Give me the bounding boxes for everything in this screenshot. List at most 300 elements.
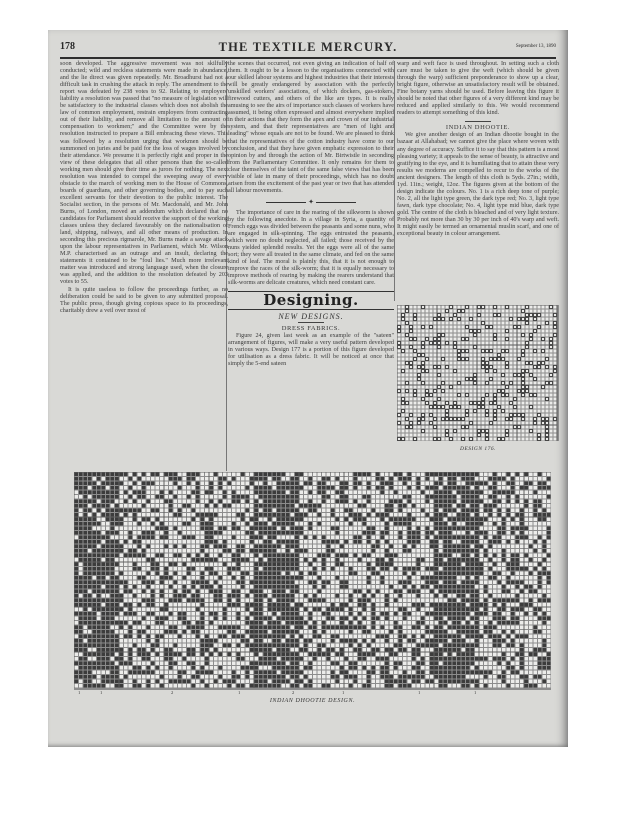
grid-cell xyxy=(538,603,542,607)
grid-cell xyxy=(514,334,517,337)
grid-cell xyxy=(138,527,142,531)
grid-cell xyxy=(514,434,517,437)
grid-cell xyxy=(522,418,525,421)
grid-cell xyxy=(489,545,493,549)
grid-cell xyxy=(336,477,340,481)
grid-cell xyxy=(412,509,416,513)
grid-cell xyxy=(106,527,110,531)
grid-cell xyxy=(471,486,475,490)
grid-cell xyxy=(210,581,214,585)
grid-cell xyxy=(201,617,205,621)
grid-cell xyxy=(466,338,469,341)
grid-cell xyxy=(525,509,529,513)
grid-cell xyxy=(385,563,389,567)
grid-cell xyxy=(525,576,529,580)
grid-cell xyxy=(525,617,529,621)
grid-cell xyxy=(490,330,493,333)
grid-cell xyxy=(454,430,457,433)
grid-cell xyxy=(484,504,488,508)
grid-cell xyxy=(414,386,417,389)
grid-cell xyxy=(435,621,439,625)
grid-cell xyxy=(88,522,92,526)
grid-cell xyxy=(259,473,263,477)
grid-cell xyxy=(538,398,541,401)
grid-cell xyxy=(223,500,227,504)
grid-cell xyxy=(498,617,502,621)
grid-cell xyxy=(75,518,79,522)
grid-cell xyxy=(466,394,469,397)
grid-cell xyxy=(228,567,232,571)
grid-cell xyxy=(490,306,493,309)
grid-cell xyxy=(498,322,501,325)
grid-cell xyxy=(430,594,434,598)
grid-cell xyxy=(446,426,449,429)
grid-cell xyxy=(498,366,501,369)
grid-cell xyxy=(246,567,250,571)
grid-cell xyxy=(322,518,326,522)
grid-cell xyxy=(309,590,313,594)
grid-cell xyxy=(412,531,416,535)
grid-cell xyxy=(192,518,196,522)
grid-cell xyxy=(426,402,429,405)
grid-cell xyxy=(426,603,430,607)
grid-cell xyxy=(442,310,445,313)
grid-cell xyxy=(295,558,299,562)
grid-cell xyxy=(331,504,335,508)
grid-cell xyxy=(304,554,308,558)
grid-cell xyxy=(214,527,218,531)
grid-cell xyxy=(219,572,223,576)
grid-cell xyxy=(484,500,488,504)
grid-cell xyxy=(398,330,401,333)
grid-cell xyxy=(542,434,545,437)
grid-cell xyxy=(115,554,119,558)
grid-cell xyxy=(462,390,465,393)
grid-cell xyxy=(102,549,106,553)
grid-cell xyxy=(385,486,389,490)
grid-cell xyxy=(408,567,412,571)
grid-cell xyxy=(336,518,340,522)
grid-cell xyxy=(309,576,313,580)
grid-cell xyxy=(165,594,169,598)
grid-cell xyxy=(174,581,178,585)
grid-cell xyxy=(542,322,545,325)
grid-cell xyxy=(538,518,542,522)
grid-cell xyxy=(466,426,469,429)
grid-cell xyxy=(466,603,470,607)
grid-cell xyxy=(502,509,506,513)
grid-cell xyxy=(192,531,196,535)
grid-cell xyxy=(417,536,421,540)
grid-cell xyxy=(408,608,412,612)
grid-cell xyxy=(340,563,344,567)
grid-cell xyxy=(410,314,413,317)
grid-cell xyxy=(511,509,515,513)
grid-cell xyxy=(408,581,412,585)
grid-cell xyxy=(421,581,425,585)
grid-cell xyxy=(462,398,465,401)
grid-cell xyxy=(376,621,380,625)
grid-cell xyxy=(462,608,466,612)
grid-cell xyxy=(538,306,541,309)
grid-cell xyxy=(232,486,236,490)
grid-cell xyxy=(300,612,304,616)
grid-cell xyxy=(530,430,533,433)
grid-cell xyxy=(318,608,322,612)
grid-cell xyxy=(453,540,457,544)
grid-cell xyxy=(422,406,425,409)
grid-cell xyxy=(210,617,214,621)
grid-cell xyxy=(444,603,448,607)
grid-cell xyxy=(196,518,200,522)
grid-cell xyxy=(295,531,299,535)
grid-cell xyxy=(205,621,209,625)
grid-cell xyxy=(506,354,509,357)
grid-cell xyxy=(237,473,241,477)
grid-cell xyxy=(363,482,367,486)
grid-cell xyxy=(410,402,413,405)
grid-cell xyxy=(84,500,88,504)
grid-cell xyxy=(174,599,178,603)
grid-cell xyxy=(151,473,155,477)
grid-cell xyxy=(518,374,521,377)
grid-cell xyxy=(474,418,477,421)
grid-cell xyxy=(554,326,557,329)
grid-cell xyxy=(506,378,509,381)
grid-cell xyxy=(516,527,520,531)
grid-cell xyxy=(165,527,169,531)
grid-cell xyxy=(525,572,529,576)
grid-cell xyxy=(506,322,509,325)
grid-cell xyxy=(88,486,92,490)
grid-cell xyxy=(115,549,119,553)
grid-cell xyxy=(457,500,461,504)
grid-cell xyxy=(538,326,541,329)
grid-cell xyxy=(210,572,214,576)
grid-cell xyxy=(422,346,425,349)
grid-cell xyxy=(543,590,547,594)
grid-cell xyxy=(554,438,557,441)
grid-cell xyxy=(399,585,403,589)
grid-cell xyxy=(486,310,489,313)
grid-cell xyxy=(129,599,133,603)
grid-cell xyxy=(434,374,437,377)
grid-cell xyxy=(542,330,545,333)
grid-cell xyxy=(511,473,515,477)
grid-cell xyxy=(340,594,344,598)
grid-cell xyxy=(522,358,525,361)
grid-cell xyxy=(510,378,513,381)
grid-cell xyxy=(331,617,335,621)
grid-cell xyxy=(406,354,409,357)
grid-cell xyxy=(381,581,385,585)
grid-cell xyxy=(151,608,155,612)
grid-cell xyxy=(241,513,245,517)
grid-cell xyxy=(205,572,209,576)
grid-cell xyxy=(111,513,115,517)
grid-cell xyxy=(554,406,557,409)
grid-cell xyxy=(442,438,445,441)
grid-cell xyxy=(214,545,218,549)
grid-cell xyxy=(538,358,541,361)
grid-cell xyxy=(471,491,475,495)
grid-cell xyxy=(259,531,263,535)
grid-cell xyxy=(147,509,151,513)
grid-cell xyxy=(291,491,295,495)
grid-cell xyxy=(546,382,549,385)
grid-cell xyxy=(241,500,245,504)
grid-cell xyxy=(489,563,493,567)
grid-cell xyxy=(196,554,200,558)
grid-cell xyxy=(402,382,405,385)
grid-cell xyxy=(156,522,160,526)
grid-cell xyxy=(219,482,223,486)
grid-cell xyxy=(482,338,485,341)
grid-cell xyxy=(514,306,517,309)
grid-cell xyxy=(354,585,358,589)
grid-cell xyxy=(79,491,83,495)
grid-cell xyxy=(442,434,445,437)
grid-cell xyxy=(367,477,371,481)
grid-cell xyxy=(493,477,497,481)
grid-cell xyxy=(336,486,340,490)
grid-cell xyxy=(120,473,124,477)
grid-cell xyxy=(354,495,358,499)
grid-cell xyxy=(318,585,322,589)
grid-cell xyxy=(151,572,155,576)
grid-cell xyxy=(518,334,521,337)
grid-cell xyxy=(282,554,286,558)
grid-cell xyxy=(454,402,457,405)
grid-cell xyxy=(529,486,533,490)
grid-cell xyxy=(376,581,380,585)
grid-cell xyxy=(466,549,470,553)
grid-cell xyxy=(538,350,541,353)
grid-cell xyxy=(322,590,326,594)
grid-cell xyxy=(462,322,465,325)
subsection-title: NEW DESIGNS. xyxy=(278,311,344,321)
grid-cell xyxy=(358,603,362,607)
grid-cell xyxy=(493,495,497,499)
grid-cell xyxy=(151,513,155,517)
grid-cell xyxy=(349,527,353,531)
grid-cell xyxy=(430,581,434,585)
grid-cell xyxy=(277,576,281,580)
grid-cell xyxy=(543,599,547,603)
grid-cell xyxy=(232,540,236,544)
grid-cell xyxy=(300,527,304,531)
grid-cell xyxy=(448,594,452,598)
grid-cell xyxy=(475,554,479,558)
grid-cell xyxy=(367,558,371,562)
grid-cell xyxy=(336,495,340,499)
grid-cell xyxy=(550,382,553,385)
grid-cell xyxy=(426,322,429,325)
grid-cell xyxy=(516,536,520,540)
grid-cell xyxy=(439,563,443,567)
grid-cell xyxy=(511,617,515,621)
grid-cell xyxy=(394,558,398,562)
grid-cell xyxy=(453,576,457,580)
grid-cell xyxy=(277,473,281,477)
grid-cell xyxy=(327,594,331,598)
grid-cell xyxy=(390,540,394,544)
grid-cell xyxy=(84,527,88,531)
grid-cell xyxy=(430,330,433,333)
grid-cell xyxy=(345,608,349,612)
grid-cell xyxy=(518,342,521,345)
grid-cell xyxy=(438,418,441,421)
grid-cell xyxy=(151,545,155,549)
grid-cell xyxy=(286,612,290,616)
grid-cell xyxy=(506,418,509,421)
grid-cell xyxy=(422,418,425,421)
grid-cell xyxy=(490,334,493,337)
grid-cell xyxy=(543,522,547,526)
grid-cell xyxy=(102,518,106,522)
grid-cell xyxy=(462,576,466,580)
grid-cell xyxy=(187,513,191,517)
grid-cell xyxy=(358,491,362,495)
grid-cell xyxy=(547,608,551,612)
dress-paragraph: Figure 24, given last week as an example of the "sateen" arrangement of figures, will make a very useful pattern developed in various ways. Design 177 is a portion of this figure developed for utilisation as a dress fabric. It will be noticed at once that simply the 5-end sateen xyxy=(228,332,394,367)
grid-cell xyxy=(421,540,425,544)
grid-cell xyxy=(516,572,520,576)
grid-cell xyxy=(183,540,187,544)
grid-cell xyxy=(442,386,445,389)
grid-cell xyxy=(543,491,547,495)
grid-cell xyxy=(111,491,115,495)
grid-cell xyxy=(475,603,479,607)
grid-cell xyxy=(418,318,421,321)
grid-cell xyxy=(417,603,421,607)
grid-cell xyxy=(462,594,466,598)
grid-cell xyxy=(538,322,541,325)
grid-cell xyxy=(543,594,547,598)
grid-cell xyxy=(363,509,367,513)
grid-cell xyxy=(187,545,191,549)
grid-cell xyxy=(205,608,209,612)
grid-cell xyxy=(394,554,398,558)
grid-cell xyxy=(349,621,353,625)
grid-cell xyxy=(381,522,385,526)
grid-cell xyxy=(474,386,477,389)
grid-cell xyxy=(482,322,485,325)
grid-cell xyxy=(349,572,353,576)
grid-cell xyxy=(546,322,549,325)
grid-cell xyxy=(518,434,521,437)
grid-cell xyxy=(385,531,389,535)
grid-cell xyxy=(489,594,493,598)
grid-cell xyxy=(490,322,493,325)
grid-cell xyxy=(142,594,146,598)
grid-cell xyxy=(79,590,83,594)
grid-cell xyxy=(547,522,551,526)
grid-cell xyxy=(214,576,218,580)
grid-cell xyxy=(547,599,551,603)
grid-cell xyxy=(192,576,196,580)
grid-cell xyxy=(510,426,513,429)
grid-cell xyxy=(381,554,385,558)
grid-cell xyxy=(282,612,286,616)
grid-cell xyxy=(514,330,517,333)
grid-cell xyxy=(408,612,412,616)
grid-cell xyxy=(304,477,308,481)
grid-cell xyxy=(470,398,473,401)
grid-cell xyxy=(402,402,405,405)
grid-cell xyxy=(165,572,169,576)
grid-cell xyxy=(442,338,445,341)
grid-cell xyxy=(526,362,529,365)
grid-cell xyxy=(255,594,259,598)
grid-cell xyxy=(514,422,517,425)
grid-cell xyxy=(444,558,448,562)
grid-cell xyxy=(538,366,541,369)
grid-cell xyxy=(534,527,538,531)
grid-cell xyxy=(241,509,245,513)
grid-cell xyxy=(426,342,429,345)
grid-cell xyxy=(410,358,413,361)
grid-cell xyxy=(88,576,92,580)
grid-cell xyxy=(165,590,169,594)
grid-cell xyxy=(120,590,124,594)
grid-cell xyxy=(546,310,549,313)
grid-cell xyxy=(259,567,263,571)
grid-cell xyxy=(402,310,405,313)
grid-cell xyxy=(349,581,353,585)
grid-cell xyxy=(273,603,277,607)
grid-cell xyxy=(273,594,277,598)
grid-cell xyxy=(120,603,124,607)
grid-cell xyxy=(237,531,241,535)
grid-cell xyxy=(546,374,549,377)
grid-cell xyxy=(232,581,236,585)
grid-cell xyxy=(349,500,353,504)
grid-cell xyxy=(478,362,481,365)
grid-cell xyxy=(259,509,263,513)
grid-cell xyxy=(475,495,479,499)
grid-cell xyxy=(466,608,470,612)
grid-cell xyxy=(412,549,416,553)
grid-cell xyxy=(88,608,92,612)
grid-cell xyxy=(529,594,533,598)
grid-cell xyxy=(223,621,227,625)
grid-cell xyxy=(372,504,376,508)
grid-cell xyxy=(277,500,281,504)
grid-cell xyxy=(511,594,515,598)
grid-cell xyxy=(286,504,290,508)
grid-cell xyxy=(498,603,502,607)
grid-cell xyxy=(554,354,557,357)
grid-cell xyxy=(490,418,493,421)
grid-cell xyxy=(327,617,331,621)
grid-cell xyxy=(480,545,484,549)
grid-cell xyxy=(124,513,128,517)
grid-cell xyxy=(450,358,453,361)
grid-cell xyxy=(421,491,425,495)
grid-cell xyxy=(402,366,405,369)
grid-cell xyxy=(318,504,322,508)
grid-cell xyxy=(363,473,367,477)
grid-cell xyxy=(547,527,551,531)
grid-cell xyxy=(453,531,457,535)
grid-cell xyxy=(138,603,142,607)
grid-cell xyxy=(475,621,479,625)
grid-cell xyxy=(466,540,470,544)
grid-cell xyxy=(367,563,371,567)
grid-cell xyxy=(450,430,453,433)
grid-cell xyxy=(390,572,394,576)
